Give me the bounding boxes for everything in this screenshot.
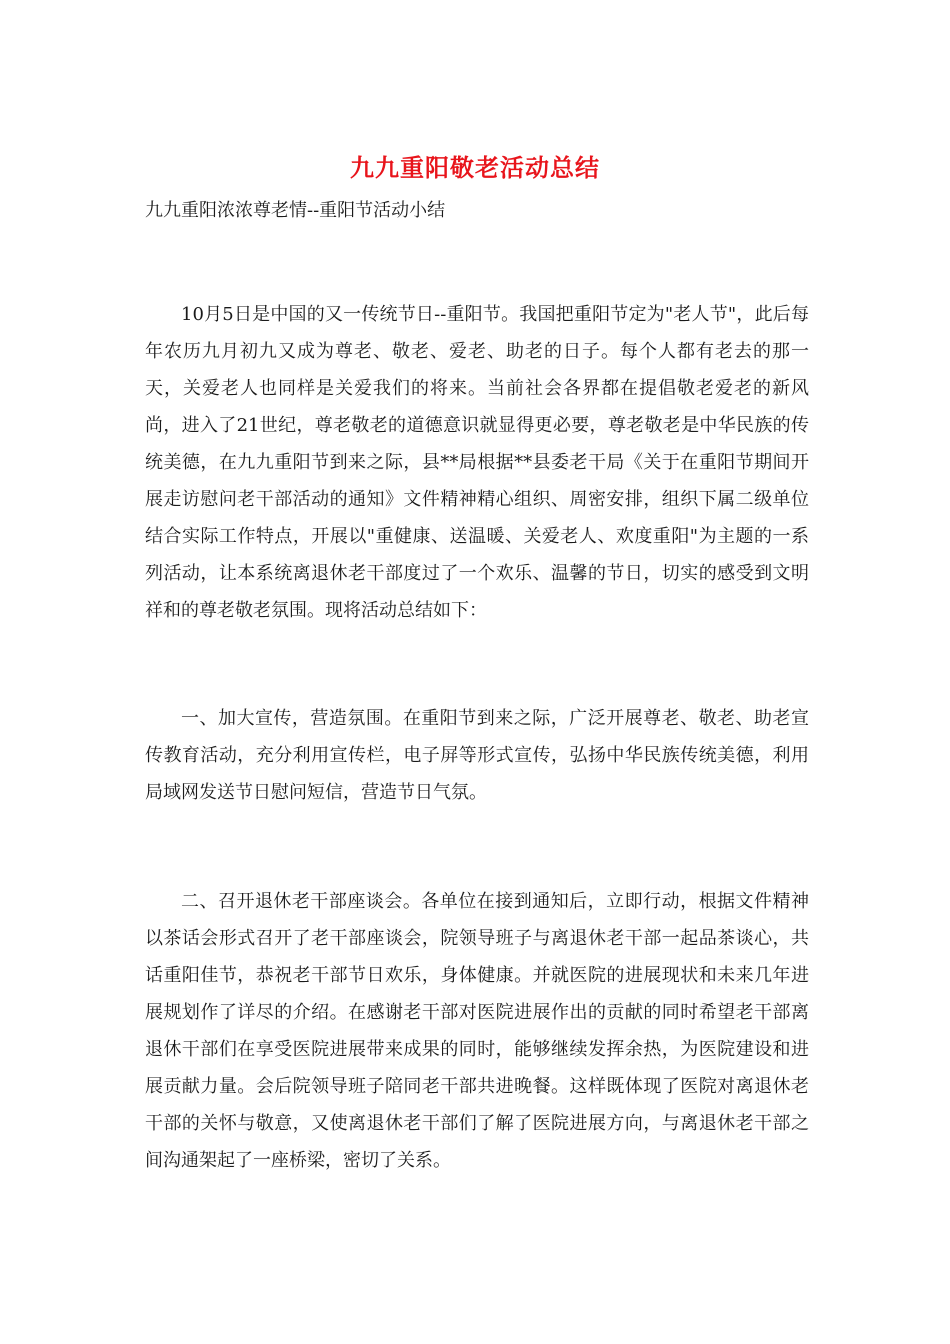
- document-title: 九九重阳敬老活动总结: [350, 153, 600, 182]
- intro-paragraph: 10月5日是中国的又一传统节日--重阳节。我国把重阳节定为"老人节"，此后每年农历九月初九又成为尊老、敬老、爱老、助老的日子。每个人都有老去的那一天，关爱老人也同样是关爱我们的将来。当前社会各界都在提倡敬老爱老的新风尚，进入了21世纪，尊老敬老的道德意识就显得更必要，尊老敬老是中华民族的传统美德，在九九重阳节到来之际，县**局根据**县委老干局《关于在重阳节期间开展走访慰问老干部活动的通知》文件精神精心组织、周密安排，组织下属二级单位结合实际工作特点，开展以"重健康、送温暖、关爱老人、欢度重阳"为主题的一系列活动，让本系统离退休老干部度过了一个欢乐、温馨的节日，切实的感受到文明祥和的尊老敬老氛围。现将活动总结如下：: [145, 304, 809, 621]
- section-two-paragraph: 二、召开退休老干部座谈会。各单位在接到通知后，立即行动，根据文件精神以茶话会形式召开了老干部座谈会，院领导班子与离退休老干部一起品茶谈心，共话重阳佳节，恭祝老干部节日欢乐，身体健康。并就医院的进展现状和未来几年进展规划作了详尽的介绍。在感谢老干部对医院进展作出的贡献的同时希望老干部离退休干部们在享受医院进展带来成果的同时，能够继续发挥余热，为医院建设和进展贡献力量。会后院领导班子陪同老干部共进晚餐。这样既体现了医院对离退休老干部的关怀与敬意，又使离退休老干部们了解了医院进展方向，与离退休老干部之间沟通架起了一座桥梁，密切了关系。: [145, 891, 809, 1171]
- document-subtitle: 九九重阳浓浓尊老情--重阳节活动小结: [145, 200, 446, 221]
- section-one-paragraph: 一、加大宣传，营造氛围。在重阳节到来之际，广泛开展尊老、敬老、助老宣传教育活动，充分利用宣传栏，电子屏等形式宣传，弘扬中华民族传统美德，利用局域网发送节日慰问短信，营造节日气氛。: [145, 708, 809, 803]
